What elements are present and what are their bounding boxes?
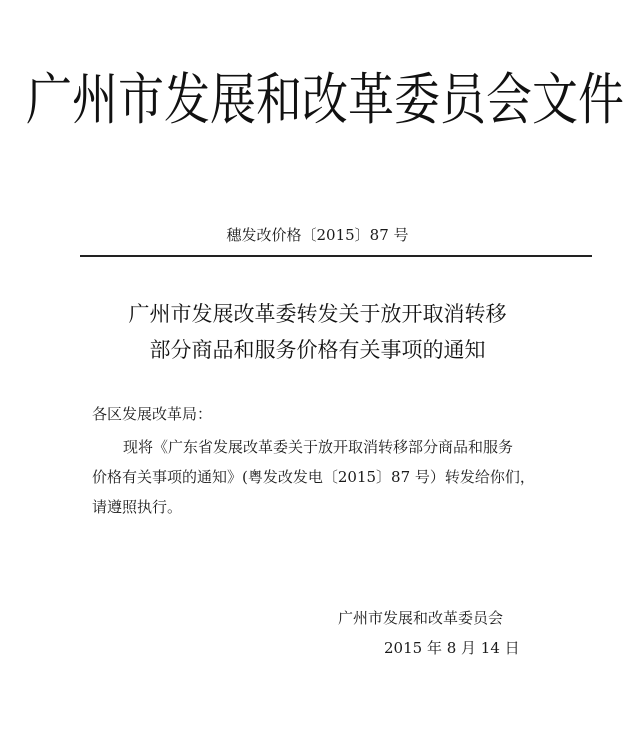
header-divider <box>80 255 592 257</box>
notice-title-line-2: 部分商品和服务价格有关事项的通知 <box>149 338 486 362</box>
body-line-3: 请遵照执行。 <box>92 498 183 516</box>
document-header-title <box>0 66 635 134</box>
body-paragraph <box>92 432 572 522</box>
signature-date: 2015 年 8 月 14 日 <box>384 639 520 657</box>
salutation: 各区发展改革局： <box>92 405 213 423</box>
header-title-text: 广州市发展和改革委员会文件 <box>26 67 624 133</box>
document-number: 穗发改价格〔2015〕87 号 <box>226 226 409 244</box>
body-line-1: 现将《广东省发展改革委关于放开取消转移部分商品和服务 <box>123 438 514 456</box>
body-line-2: 价格有关事项的通知》(粤发改发电〔2015〕87 号）转发给你们， <box>92 468 535 486</box>
notice-title <box>0 296 635 368</box>
signature-organization: 广州市发展和改革委员会 <box>338 609 504 627</box>
notice-title-line-1: 广州市发展改革委转发关于放开取消转移 <box>128 302 507 326</box>
